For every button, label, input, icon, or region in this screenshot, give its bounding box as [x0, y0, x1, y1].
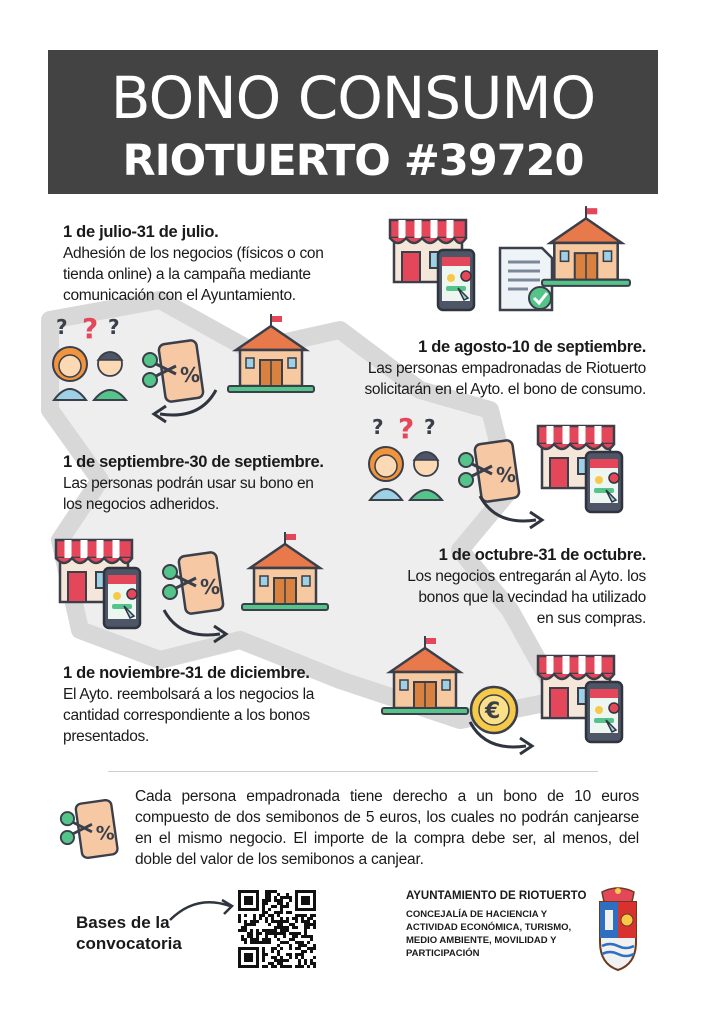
dept-line: ACTIVIDAD ECONÓMICA, TURISMO, — [406, 922, 572, 933]
step-4 — [330, 545, 646, 629]
step-2-line: Las personas empadronadas de Riotuerto — [367, 360, 646, 377]
dept-line: CONCEJALÍA DE HACIENCIA Y — [406, 909, 548, 920]
phone-icon — [584, 680, 624, 744]
step-2-date: 1 de agosto-10 de septiembre. — [418, 338, 646, 356]
step-1-date: 1 de julio-31 de julio. — [63, 223, 219, 241]
step-5-date: 1 de noviembre-31 de diciembre. — [63, 664, 310, 682]
town-hall-icon — [380, 636, 470, 716]
step-2-line: solicitarán en el Ayto. el bono de consumo. — [364, 381, 646, 398]
phone-icon — [436, 248, 476, 312]
phone-icon — [584, 450, 624, 514]
step-1-line: comunicación con el Ayuntamiento. — [63, 287, 296, 304]
step-3-line: los negocios adheridos. — [63, 496, 219, 513]
page-title: BONO CONSUMO — [110, 64, 596, 132]
step-5-line: El Ayto. reembolsará a los negocios la — [63, 686, 315, 703]
phone-icon — [102, 566, 142, 630]
town-hall-icon — [240, 532, 330, 612]
step-3-line: Las personas podrán usar su bono en — [63, 475, 314, 492]
divider — [108, 771, 598, 772]
people-question-icon — [46, 314, 136, 404]
people-question-icon — [362, 414, 452, 504]
dept-line: MEDIO AMBIENTE, MOVILIDAD Y — [406, 935, 557, 946]
step-4-line: bonos que la vecindad ha utilizado — [418, 589, 646, 606]
town-hall-icon — [540, 206, 632, 288]
organization-name: AYUNTAMIENTO DE RIOTUERTO — [406, 890, 587, 902]
info-paragraph: Cada persona empadronada tiene derecho a un bono de 10 euros compuesto de dos semibonos de 5 euros, los cuales no podrán canjearse en el mismo negocio. El importe de la compra debe ser, al menos, del doble del valor de los semibonos a canjear. — [135, 788, 639, 868]
step-1 — [63, 222, 373, 306]
arrow-icon — [140, 384, 220, 424]
coupon-icon — [58, 796, 124, 862]
arrow-icon — [476, 490, 556, 530]
qr-code-icon[interactable] — [238, 890, 316, 968]
header-banner — [48, 50, 658, 194]
page-subtitle: RIOTUERTO #39720 — [122, 136, 584, 186]
step-5 — [63, 663, 373, 747]
step-3 — [63, 452, 373, 515]
bases-line: Bases de la — [76, 913, 170, 932]
step-4-line: en sus compras. — [536, 610, 646, 627]
step-4-date: 1 de octubre-31 de octubre. — [438, 546, 646, 564]
step-4-line: Los negocios entregarán al Ayto. los — [407, 568, 646, 585]
step-5-line: presentados. — [63, 728, 150, 745]
dept-line: PARTICIPACIÓN — [406, 948, 480, 959]
step-1-line: Adhesión de los negocios (físicos o con — [63, 245, 324, 262]
arrow-icon — [466, 716, 546, 756]
step-5-line: cantidad correspondiente a los bonos — [63, 707, 310, 724]
step-1-line: tienda online) a la campaña mediante — [63, 266, 311, 283]
arrow-icon — [160, 604, 240, 644]
arrow-icon — [166, 894, 238, 924]
step-2 — [300, 337, 646, 400]
step-3-date: 1 de septiembre-30 de septiembre. — [63, 453, 324, 471]
coat-of-arms-icon — [594, 886, 642, 976]
organization-block — [406, 890, 596, 960]
bases-line: convocatoria — [76, 934, 182, 953]
organization-department — [406, 908, 596, 960]
svg-text:€: € — [485, 699, 501, 724]
